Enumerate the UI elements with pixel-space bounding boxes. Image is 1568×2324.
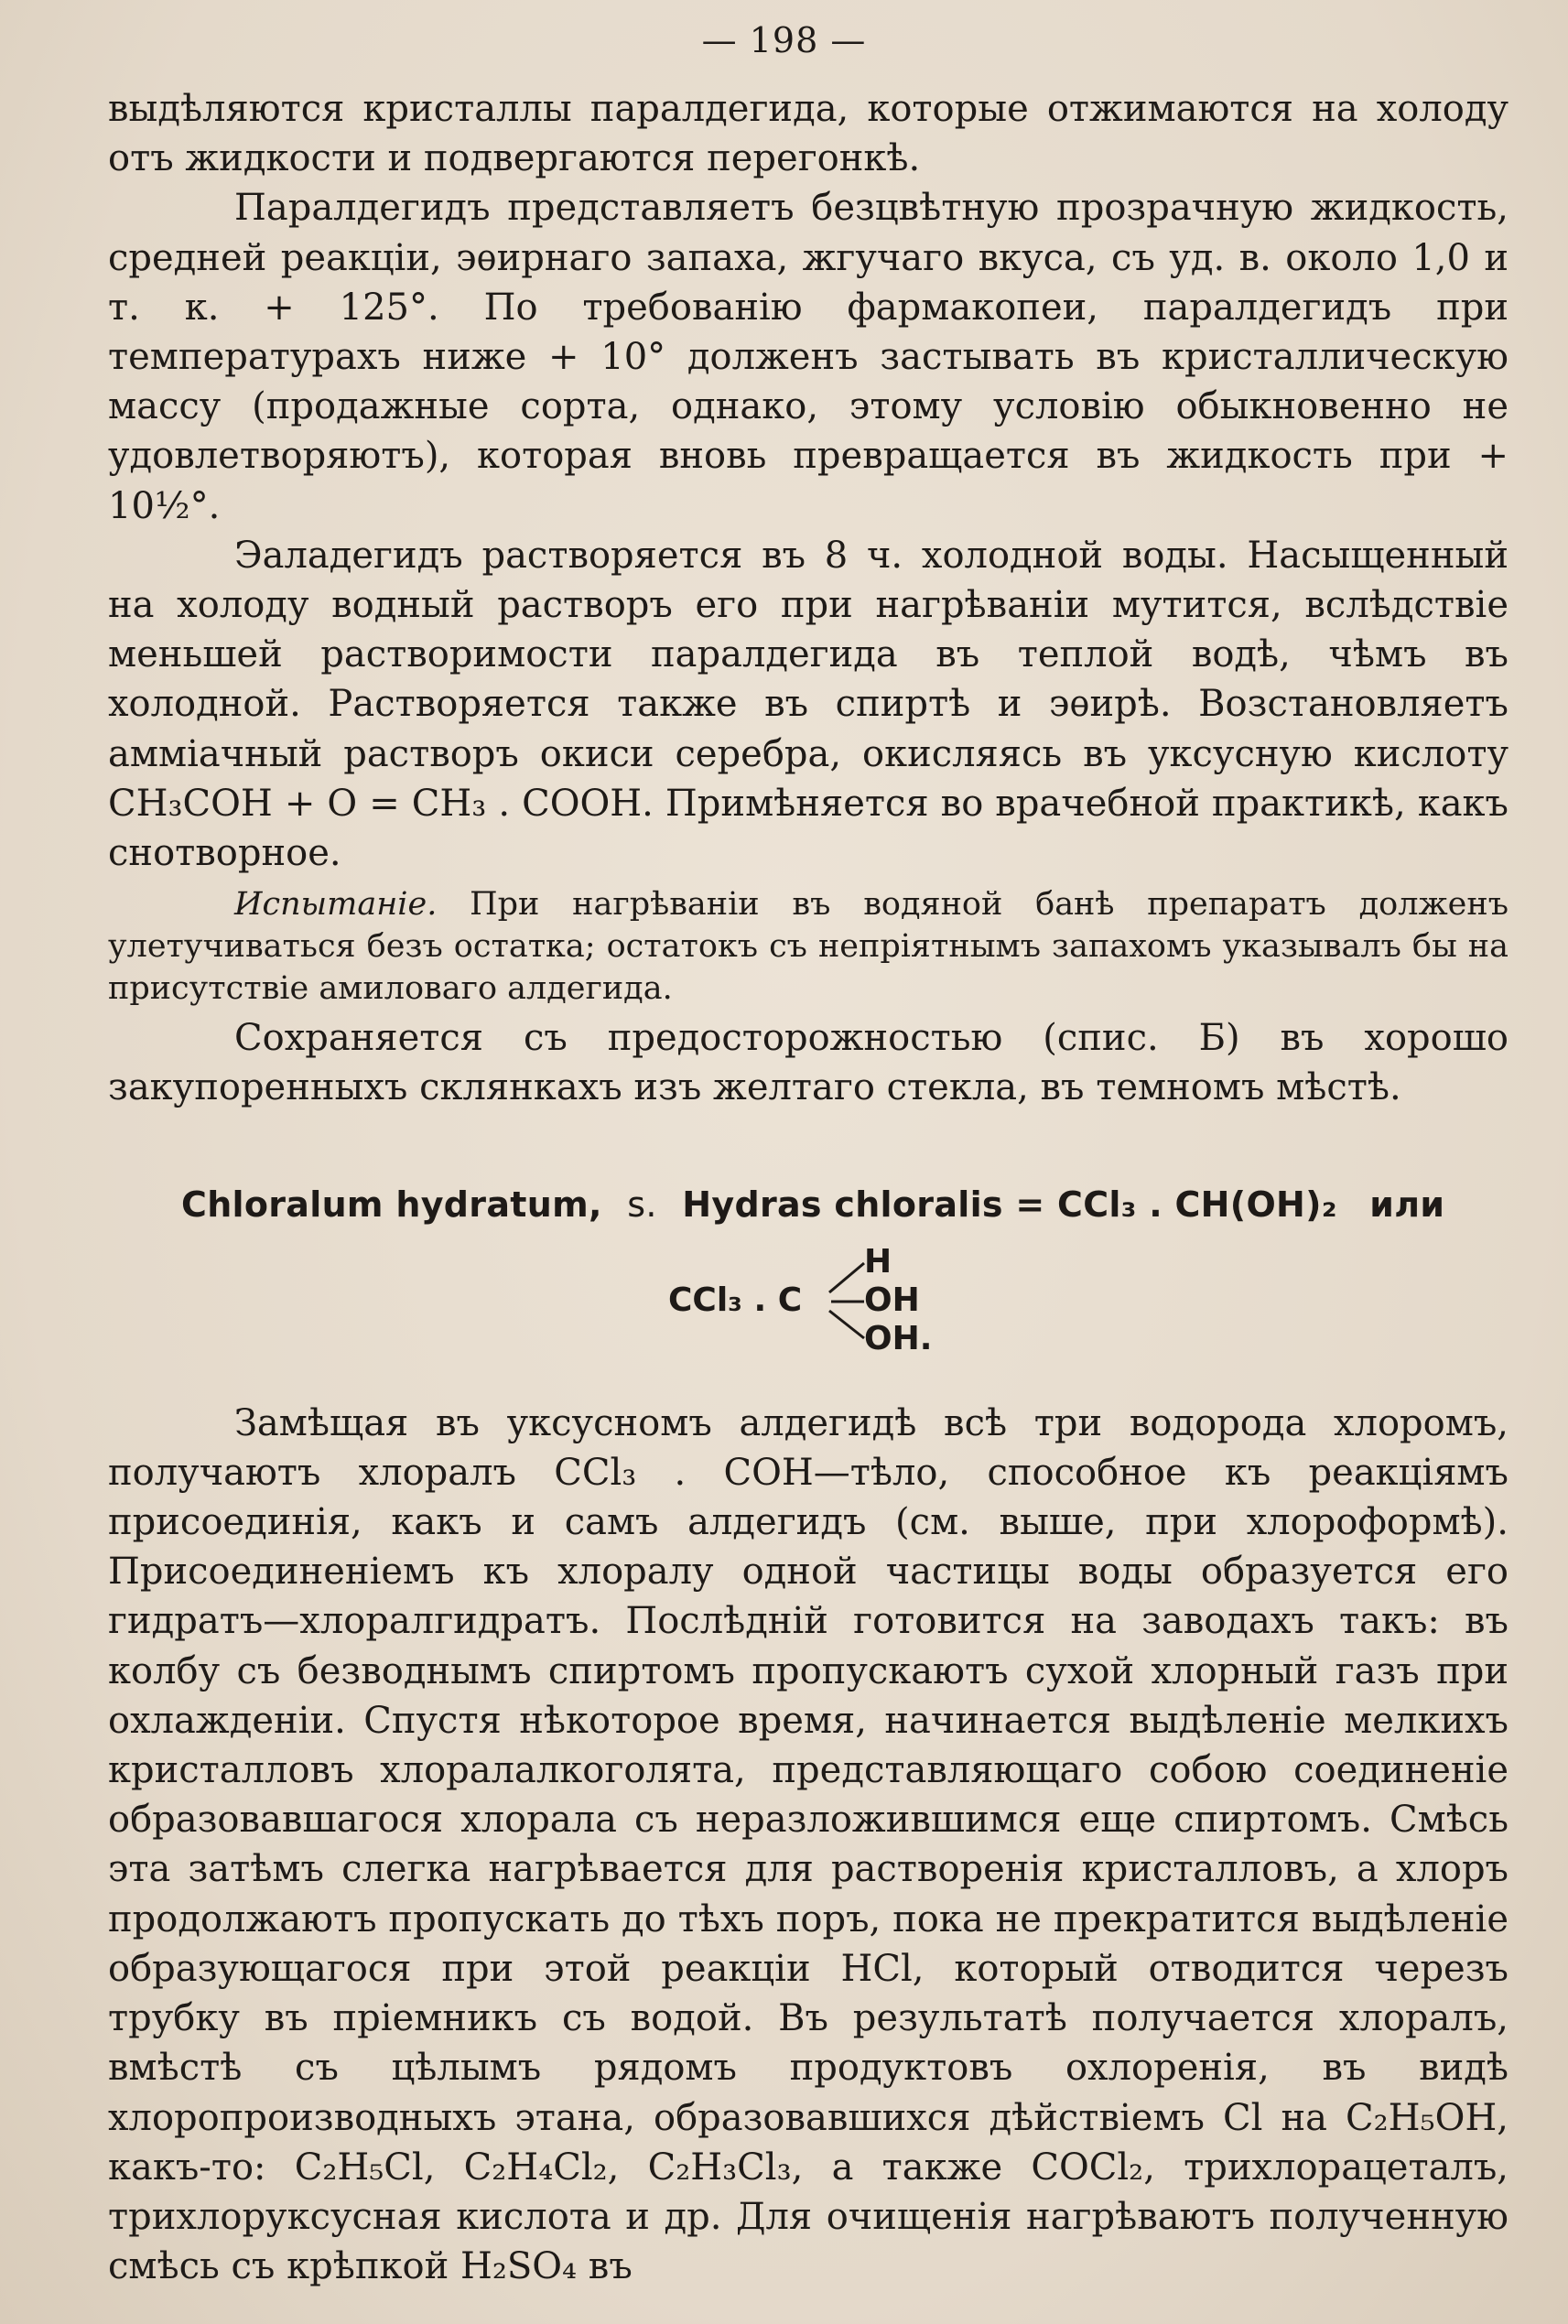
reaction-equation: CH₃COH + O = CH₃ . COOH.	[108, 782, 654, 825]
reaction-usage: Примѣняется во врачебной практикѣ, какъ снотворное.	[108, 782, 1509, 875]
paragraph-storage: Сохраняется съ предосторожностью (спис. Б) въ хорошо закупоренныхъ склянкахъ изъ желтаго стекла, въ темномъ мѣстѣ.	[108, 1017, 1509, 1109]
heading-s: s.	[627, 1184, 657, 1225]
page-content	[108, 84, 1509, 2291]
heading-name: Chloralum hydratum,	[181, 1184, 602, 1225]
test-label: Испытаніе.	[234, 886, 438, 924]
chloral-section-body	[108, 1399, 1509, 2292]
page-number: — 198 —	[701, 20, 867, 60]
formula-bonds	[108, 1230, 1509, 1358]
formula-mid-group: OH	[864, 1281, 920, 1319]
formula-core: CCl₃ . C	[668, 1281, 803, 1319]
paragraph-solubility	[108, 531, 1509, 878]
paragraph-paraldehyde-properties: Паралдегидъ представляетъ безцвѣтную прозрачную жидкость, средней реакціи, эѳирнаго запаха, жгучаго вкуса, съ уд. в. около 1,0 и т. к. + 125°. По требованію фармакопеи, паралдегидъ при температурахъ ниже + 10° долженъ застывать въ кристаллическую массу (продажные сорта, однако, этому условію обыкновенно не удовлетворяютъ), которая вновь превращается въ жидкость при + 10½°.	[108, 187, 1509, 527]
paragraph-chloral-preparation: Замѣщая въ уксусномъ алдегидѣ всѣ три водорода хлоромъ, получаютъ хлоралъ CCl₃ . COH—тѣло, способное къ реакціямъ присоединія, какъ и самъ алдегидъ (см. выше, при хлороформѣ). Присоединеніемъ къ хлоралу одной частицы воды образуется его гидратъ—хлоралгидратъ. Послѣдній готовится на заводахъ такъ: въ колбу съ безводнымъ спиртомъ пропускаютъ сухой хлорный газъ при охлажденіи. Спустя нѣкоторое время, начинается выдѣленіе мелкихъ кристалловъ хлоралалкоголята, представляющаго собою соединеніе образовавшагося хлорала съ неразложившимся еще спиртомъ. Смѣсь эта затѣмъ слегка нагрѣвается для растворенія кристалловъ, а хлоръ продолжаютъ пропускать до тѣхъ поръ, пока не прекратится выдѣленіе образующагося при этой реакціи HCl, который отводится черезъ трубку въ пріемникъ съ водой. Въ результатѣ получается хлоралъ, вмѣстѣ съ цѣлымъ рядомъ продуктовъ охлоренія, въ видѣ хлоропроизводныхъ этана, образовавшихся дѣйствіемъ Cl на C₂H₅OH, какъ-то: C₂H₅Cl, C₂H₄Cl₂, C₂H₃Cl₃, а также COCl₂, трихлорацеталъ, трихлоруксусная кислота и др. Для очищенія нагрѣваютъ полученную смѣсь съ крѣпкой H₂SO₄ въ	[108, 1401, 1509, 2288]
heading-formula: = CCl₃ . CH(OH)₂	[1015, 1184, 1337, 1225]
heading-alt-name: Hydras chloralis	[682, 1184, 1003, 1225]
section-heading	[108, 1183, 1509, 1227]
heading-or: или	[1369, 1184, 1445, 1225]
structural-formula	[108, 1230, 1509, 1358]
test-note	[108, 883, 1509, 1010]
test-text: При нагрѣваніи въ водяной банѣ препаратъ долженъ улетучиваться безъ остатка; остатокъ съ непріятнымъ запахомъ указывалъ бы на присутствіе амиловаго алдегида.	[108, 886, 1509, 1008]
formula-top-group: H	[864, 1242, 892, 1281]
solubility-text: Эаладегидъ растворяется въ 8 ч. холодной воды. Насыщенный на холоду водный растворъ его при нагрѣваніи мутится, вслѣдствіе меньшей растворимости паралдегида въ теплой водѣ, чѣмъ въ холодной. Растворяется также въ спиртѣ и эѳирѣ. Возстановляетъ амміачный растворъ окиси серебра, окисляясь въ уксусную кислоту	[108, 534, 1509, 775]
formula-bottom-group: OH.	[864, 1319, 933, 1357]
paragraph-continuation: выдѣляются кристаллы паралдегида, которые отжимаются на холоду отъ жидкости и подвергаются перегонкѣ.	[108, 88, 1509, 180]
